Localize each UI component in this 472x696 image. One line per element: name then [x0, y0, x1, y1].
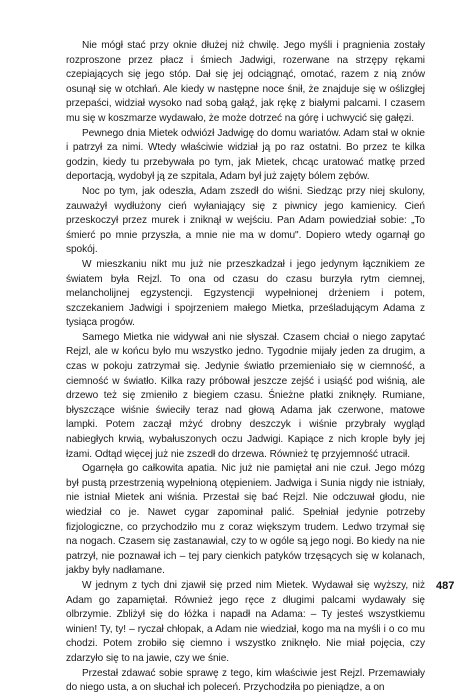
- paragraph: Pewnego dnia Mietek odwiózł Jadwigę do domu wariatów. Adam stał w oknie i patrzył za nimi. Wtedy właściwie widział ją po raz ostatni. Bo przez te kilka godzin, kiedy tu przebywała po tym, jak Mietek, chcąc uratować matkę przed deportacją, wydobył ją ze szpitala, Adam był już zajęty bólem zębów.: [66, 127, 425, 183]
- paragraph: Ogarnęła go całkowita apatia. Nic już nie pamiętał ani nie czuł. Jego mózg był pustą przestrzenią wypełnioną otępieniem. Jadwiga i Sunia nigdy nie istniały, nie istniał Mietek ani wiśnia. Przestał się bać Rejzl. Nie odczuwał głodu, nie wiedział co je. Nawet cygar zapominał palić. Spełniał jedynie potrzeby fizjologiczne, co przychodziło mu z coraz większym trudem. Ledwo trzymał się na nogach. Czasem się zastanawiał, czy to w ogóle są jego nogi. Bo kiedy na nie patrzył, nie poznawał ich – tej pary cienkich patyków trzęsących się w kolanach, jakby były nadłamane.: [66, 463, 425, 577]
- paragraph: Samego Mietka nie widywał ani nie słyszał. Czasem chciał o niego zapytać Rejzl, ale w końcu było mu wszystko jedno. Tygodnie mijały jeden za drugim, a czas w pokoju zatrzymał się. Jedynie światło przemieniało się w ciemność, a ciemność w światło. Kilka razy próbował jeszcze zejść i usiąść pod wiśnią, ale drzewo też się zmieniło z biegiem czasu. Śnieżne płatki zniknęły. Rumiane, błyszczące wiśnie świeciły teraz nad głową Adama jak czerwone, matowe lampki. Potem zaczął mżyć drobny deszczyk i wiśnie przybrały wygląd nabiegłych krwią, wybałuszonych oczu Jadwigi. Kapiące z nich krople były jej łzami. Odtąd więcej już nie zszedł do drzewa. Również tę przyjemność utracił.: [66, 331, 425, 460]
- paragraph: Nie mógł stać przy oknie dłużej niż chwilę. Jego myśli i pragnienia zostały rozproszone przez płacz i śmiech Jadwigi, rozerwane na strzępy rękami czepiających się jego stóp. Dał się jej odciągnąć, omotać, razem z nią znów osunął się w otchłań. Ale kiedy w następne noce śnił, że znajduje się w oślizgłej przepaści, widział wysoko nad sobą gałąź, jak rękę z białymi palcami. I czasem mu się w koszmarze wydawało, że może dotrzeć na górę i uchwycić się gałęzi.: [66, 40, 425, 124]
- paragraph: Przestał zdawać sobie sprawę z tego, kim właściwie jest Rejzl. Przemawiały do niego usta, a on słuchał ich poleceń. Przychodziła po pieniądze, a on: [66, 667, 425, 694]
- paragraph: W jednym z tych dni zjawił się przed nim Mietek. Wydawał się wyższy, niż Adam go zapamiętał. Również jego ręce z długimi palcami wydawały się olbrzymie. Zbliżył się do łóżka i napadł na Adama: – Ty jesteś wszystkiemu winien! Ty, ty! – ryczał chłopak, a Adam nie wiedział, kogo ma na myśli i o co mu chodzi. Potem zrobiło się ciemno i wszystko zniknęło. Nie miał pojęcia, czy zdarzyło się to na jawie, czy we śnie.: [66, 579, 425, 664]
- text-body: [66, 39, 425, 696]
- paragraph: W mieszkaniu nikt mu już nie przeszkadzał i jego jedynym łącznikiem ze światem była Rejzl. To ona od czasu do czasu burzyła rytm ciemnej, melancholijnej egzystencji. Egzystencji wypełnionej drżeniem i potem, szczekaniem Jadwigi i spojrzeniem małego Mietka, prześladującym Adama z tysiąca progów.: [66, 258, 425, 329]
- paragraph: Noc po tym, jak odeszła, Adam zszedł do wiśni. Siedząc przy niej skulony, zauważył wydłużony cień wyłaniający się z piwnicy jego kamienicy. Cień przeskoczył przez murek i zniknął w wejściu. Pan Adam powiedział sobie: „To śmierć po mnie przyszła, a mnie nie ma w domu". Dopiero wtedy ogarnął go spokój.: [66, 185, 425, 256]
- page-number: 487: [436, 580, 455, 592]
